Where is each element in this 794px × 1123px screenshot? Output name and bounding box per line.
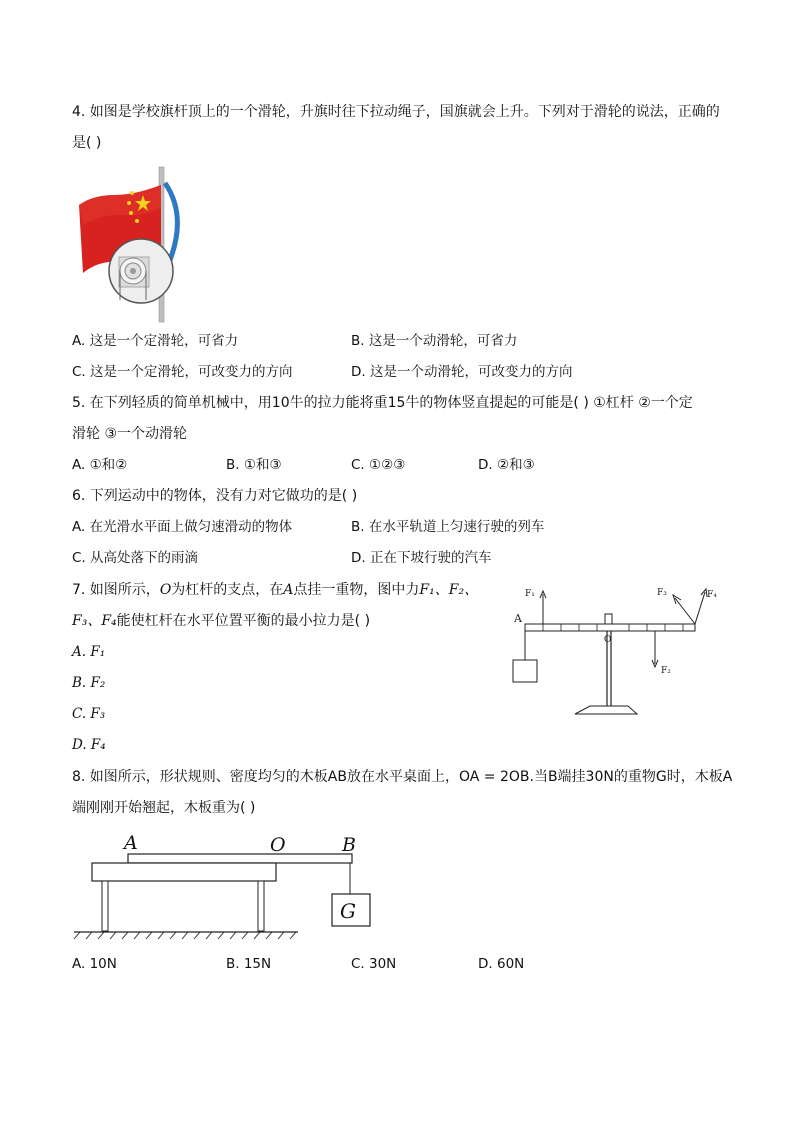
q6-option-c: C. 从高处落下的雨滴 <box>72 550 199 566</box>
q7-label-f2: F₂ <box>661 666 671 676</box>
q7-option-d: D. F₄ <box>72 737 106 753</box>
q8-label-a: A <box>124 832 138 854</box>
q7-option-c: C. F₃ <box>72 706 106 722</box>
q6-option-a: A. 在光滑水平面上做匀速滑动的物体 <box>72 519 293 535</box>
q8-option-d: D. 60N <box>478 956 525 972</box>
q8-stem-line2: 端刚刚开始翘起，木板重为( ) <box>72 800 256 816</box>
q5-option-b: B. ①和③ <box>226 457 282 473</box>
q7-option-b: B. F₂ <box>72 675 106 691</box>
q7-stem-line2: F₃、F₄能使杠杆在水平位置平衡的最小拉力是( ) <box>72 613 371 629</box>
q5-option-c: C. ①②③ <box>351 457 406 473</box>
q4-option-a: A. 这是一个定滑轮，可省力 <box>72 333 239 349</box>
q4-stem-line1: 4. 如图是学校旗杆顶上的一个滑轮，升旗时往下拉动绳子，国旗就会上升。下列对于滑轮的说法，正确的 <box>72 104 720 120</box>
q7-lever-figure <box>505 580 735 720</box>
q4-option-c: C. 这是一个定滑轮，可改变力的方向 <box>72 364 293 380</box>
q7-label-f1: F₁ <box>525 589 535 599</box>
q5-stem-line2: 滑轮 ③一个动滑轮 <box>72 426 188 442</box>
q7-label-f3: F₃ <box>657 588 667 598</box>
q8-option-a: A. 10N <box>72 956 117 972</box>
q8-option-c: C. 30N <box>351 956 397 972</box>
q7-option-a: A. F₁ <box>72 644 106 660</box>
q7-label-f4: F₄ <box>707 590 717 600</box>
q8-board-figure <box>70 830 370 945</box>
q8-label-g: G <box>340 899 356 923</box>
q8-label-b: B <box>342 834 356 856</box>
q8-label-o: O <box>270 834 286 856</box>
q8-option-b: B. 15N <box>226 956 272 972</box>
q5-option-a: A. ①和② <box>72 457 128 473</box>
q5-option-d: D. ②和③ <box>478 457 535 473</box>
q5-stem-line1: 5. 在下列轻质的简单机械中，用10牛的拉力能将重15牛的物体竖直提起的可能是( ) ①杠杆 ②一个定 <box>72 395 693 411</box>
q7-stem-line1: 7. 如图所示，O为杠杆的支点，在A点挂一重物，图中力F₁、F₂、 <box>72 582 479 598</box>
q4-option-d: D. 这是一个动滑轮，可改变力的方向 <box>351 364 573 380</box>
q7-label-o: O <box>604 635 612 645</box>
q4-stem-line2: 是( ) <box>72 135 102 151</box>
q6-option-b: B. 在水平轨道上匀速行驶的列车 <box>351 519 545 535</box>
q4-flag-pulley-figure <box>75 165 185 325</box>
q4-option-b: B. 这是一个动滑轮，可省力 <box>351 333 518 349</box>
q6-option-d: D. 正在下坡行驶的汽车 <box>351 550 492 566</box>
q8-stem-line1: 8. 如图所示，形状规则、密度均匀的木板AB放在水平桌面上，OA = 2OB.当B端挂30N的重物G时，木板A <box>72 769 733 785</box>
q7-label-a: A <box>514 612 522 625</box>
q6-stem: 6. 下列运动中的物体，没有力对它做功的是( ) <box>72 488 358 504</box>
